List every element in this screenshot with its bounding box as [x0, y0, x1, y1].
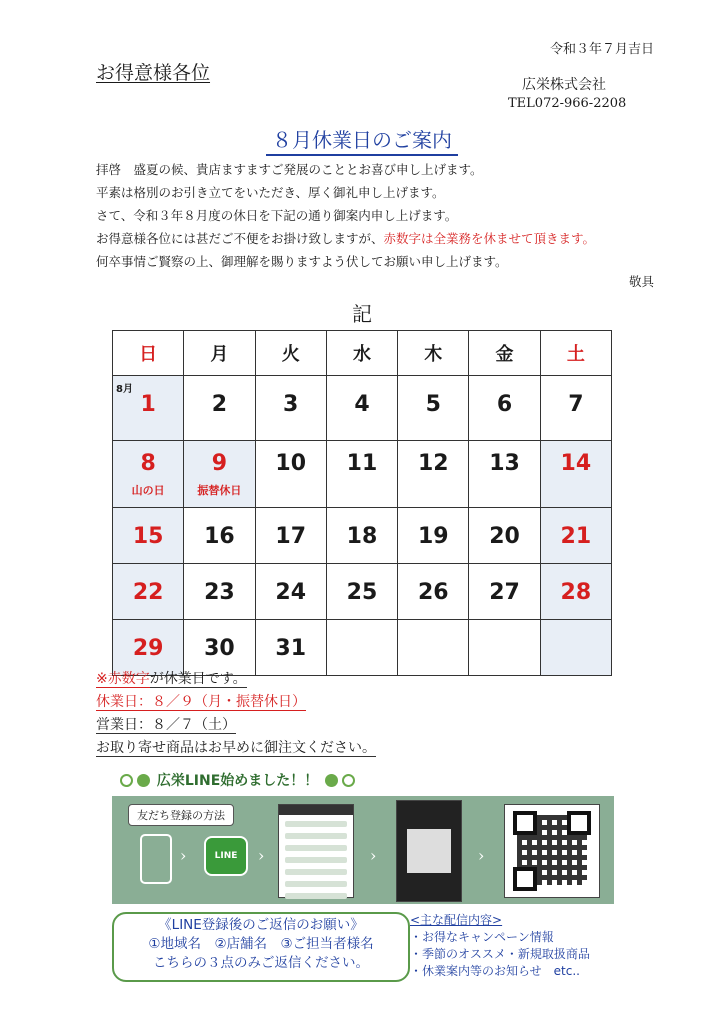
calendar-day-cell — [255, 508, 326, 564]
calendar-day-cell — [469, 564, 540, 620]
calendar-day-cell — [398, 564, 469, 620]
chevron-right-icon: › — [180, 846, 187, 865]
weekday-header-row — [113, 331, 612, 376]
app-screen-mock — [278, 804, 354, 898]
body-line-4 — [96, 227, 656, 250]
day-number: 2 — [211, 392, 228, 417]
calendar-day-cell — [398, 441, 469, 508]
calendar-day-cell — [540, 564, 611, 620]
qr-finder-icon — [513, 867, 537, 891]
day-number: 14 — [560, 451, 592, 476]
day-number: 28 — [560, 580, 592, 605]
day-number: 4 — [354, 392, 370, 417]
calendar-day-cell — [255, 376, 326, 441]
smartphone-icon — [140, 834, 172, 884]
month-tag: 8月 — [116, 384, 133, 395]
app-screen-row — [285, 881, 347, 887]
calendar-day-cell — [398, 376, 469, 441]
closed-day-text: 休業日：８／９（月・振替休日） — [96, 694, 306, 710]
qr-finder-icon — [513, 811, 537, 835]
calendar-day-cell — [113, 564, 184, 620]
qr-scanner-screen-mock — [396, 800, 462, 902]
day-number: 16 — [204, 524, 235, 549]
order-line — [96, 737, 376, 760]
day-number: 20 — [489, 524, 520, 549]
day-number: 11 — [346, 451, 378, 476]
distribution-heading: <主な配信内容> — [410, 913, 503, 927]
day-number: 15 — [132, 524, 164, 549]
company-name: 広栄株式会社 — [522, 77, 606, 93]
calendar-day-cell — [540, 376, 611, 441]
body-line-4-red: 赤数字は全業務を休ませて頂きます。 — [383, 231, 596, 246]
calendar-day-cell — [184, 376, 255, 441]
document-title — [0, 124, 724, 153]
closed-day-line — [96, 691, 376, 714]
app-screen-row — [285, 833, 347, 839]
distribution-item: ・季節のオススメ・新規取扱商品 — [410, 947, 590, 961]
day-number: 1 — [140, 392, 156, 417]
dot-icon — [137, 774, 150, 787]
reply-title: 《LINE登録後のご返信のお願い》 — [158, 917, 364, 933]
day-number: 19 — [417, 524, 449, 549]
chevron-right-icon: › — [258, 846, 265, 865]
calendar-day-cell — [398, 508, 469, 564]
open-day-text: 営業日：８／７（土） — [96, 717, 236, 733]
calendar-empty-cell — [540, 620, 611, 676]
legend-rest-text: が休業日です。 — [149, 671, 247, 687]
calendar-day-cell — [326, 508, 397, 564]
calendar-day-cell — [184, 441, 255, 508]
calendar-empty-cell — [398, 620, 469, 676]
day-number: 12 — [417, 451, 449, 476]
calendar-day-cell — [113, 508, 184, 564]
calendar-day-cell — [184, 564, 255, 620]
company-phone: TEL072-966-2208 — [508, 96, 627, 111]
body-line-5: 何卒事情ご賢察の上、御理解を賜りますよう伏してお願い申し上げます。 — [96, 254, 508, 269]
app-screen-row — [285, 821, 347, 827]
reply-items: ①地域名 ②店舗名 ③ご担当者様名 — [148, 936, 374, 952]
line-app-icon-text: LINE — [214, 851, 238, 861]
calendar-week-row — [113, 376, 612, 441]
distribution-contents — [410, 912, 590, 980]
document-title-text: ８月休業日のご案内 — [266, 128, 458, 156]
body-line-4-prefix: お得意様各位には甚だご不便をお掛け致しますが、 — [96, 231, 384, 246]
app-screen-row — [285, 857, 347, 863]
calendar-day-cell — [255, 441, 326, 508]
app-screen-row — [285, 869, 347, 875]
day-number: 7 — [568, 392, 584, 417]
issue-date: 令和３年７月吉日 — [549, 42, 654, 57]
chevron-right-icon: › — [370, 846, 377, 865]
weekday-fri: 金 — [469, 331, 540, 376]
calendar-week-row — [113, 564, 612, 620]
day-number: 10 — [275, 451, 307, 476]
day-number: 30 — [204, 636, 235, 661]
weekday-thu: 木 — [398, 331, 469, 376]
day-number: 21 — [560, 524, 592, 549]
day-number: 23 — [204, 580, 235, 605]
reply-note: こちらの３点のみご返信ください。 — [153, 955, 369, 971]
calendar-week-row — [113, 441, 612, 508]
day-number: 3 — [283, 392, 299, 417]
recipients: お得意様各位 — [96, 62, 211, 84]
weekday-wed: 水 — [326, 331, 397, 376]
line-promo-heading — [118, 770, 357, 790]
holiday-label: 山の日 — [131, 484, 165, 497]
august-calendar — [112, 330, 612, 676]
distribution-item: ・お得なキャンペーン情報 — [410, 930, 554, 944]
weekday-sat: 土 — [540, 331, 611, 376]
open-day-line — [96, 714, 376, 737]
order-text: お取り寄せ商品はお早めに御注文ください。 — [96, 740, 376, 756]
line-app-icon — [204, 836, 248, 876]
day-number: 22 — [132, 580, 164, 605]
calendar-day-cell — [113, 441, 184, 508]
day-number: 29 — [132, 636, 164, 661]
qr-code-icon — [504, 804, 600, 898]
app-screen-row — [285, 845, 347, 851]
letter-body — [96, 158, 656, 273]
calendar-day-cell — [469, 441, 540, 508]
calendar-day-cell — [326, 376, 397, 441]
weekday-tue: 火 — [255, 331, 326, 376]
day-number: 25 — [346, 580, 378, 605]
ki-heading: 記 — [352, 302, 372, 326]
day-number: 17 — [275, 524, 307, 549]
day-number: 5 — [425, 392, 441, 417]
day-number: 26 — [417, 580, 449, 605]
body-line-3: さて、令和３年８月度の休日を下記の通り御案内申し上げます。 — [96, 208, 458, 223]
calendar-empty-cell — [469, 620, 540, 676]
day-number: 8 — [140, 451, 156, 476]
calendar-week-row — [113, 508, 612, 564]
dot-icon — [325, 774, 338, 787]
day-number: 9 — [211, 451, 228, 476]
qr-finder-icon — [567, 811, 591, 835]
line-promo-heading-text: 広栄LINE始めました！！ — [156, 773, 319, 789]
legend-line — [96, 668, 376, 691]
weekday-mon: 月 — [184, 331, 255, 376]
holiday-notes — [96, 668, 376, 760]
calendar-day-cell — [469, 376, 540, 441]
calendar-day-cell — [113, 376, 184, 441]
ring-icon — [120, 774, 133, 787]
calendar-day-cell — [469, 508, 540, 564]
legend-red-text: ※赤数字 — [96, 671, 150, 687]
calendar-day-cell — [255, 564, 326, 620]
day-number: 24 — [275, 580, 307, 605]
holiday-label: 振替休日 — [197, 484, 242, 497]
calendar-day-cell — [326, 564, 397, 620]
body-line-2: 平素は格別のお引き立てをいただき、厚く御礼申し上げます。 — [96, 185, 445, 200]
calendar-day-cell — [326, 441, 397, 508]
calendar-day-cell — [184, 508, 255, 564]
closing-word: 敬具 — [628, 274, 654, 289]
app-screen-bar — [279, 805, 353, 815]
app-screen-row — [285, 893, 347, 899]
calendar-day-cell — [540, 441, 611, 508]
body-line-1: 拝啓 盛夏の候、貴店ますますご発展のこととお喜び申し上げます。 — [96, 162, 483, 177]
banner-label: 友だち登録の方法 — [128, 804, 234, 826]
calendar-day-cell — [540, 508, 611, 564]
distribution-item: ・休業案内等のお知らせ etc.. — [410, 964, 580, 978]
day-number: 18 — [346, 524, 378, 549]
line-registration-banner — [112, 796, 614, 904]
day-number: 27 — [489, 580, 520, 605]
day-number: 31 — [275, 636, 307, 661]
day-number: 6 — [496, 392, 513, 417]
reply-request-box — [112, 912, 410, 982]
ring-icon — [342, 774, 355, 787]
chevron-right-icon: › — [478, 846, 485, 865]
day-number: 13 — [489, 451, 520, 476]
scanner-frame — [407, 829, 451, 873]
weekday-sun: 日 — [113, 331, 184, 376]
